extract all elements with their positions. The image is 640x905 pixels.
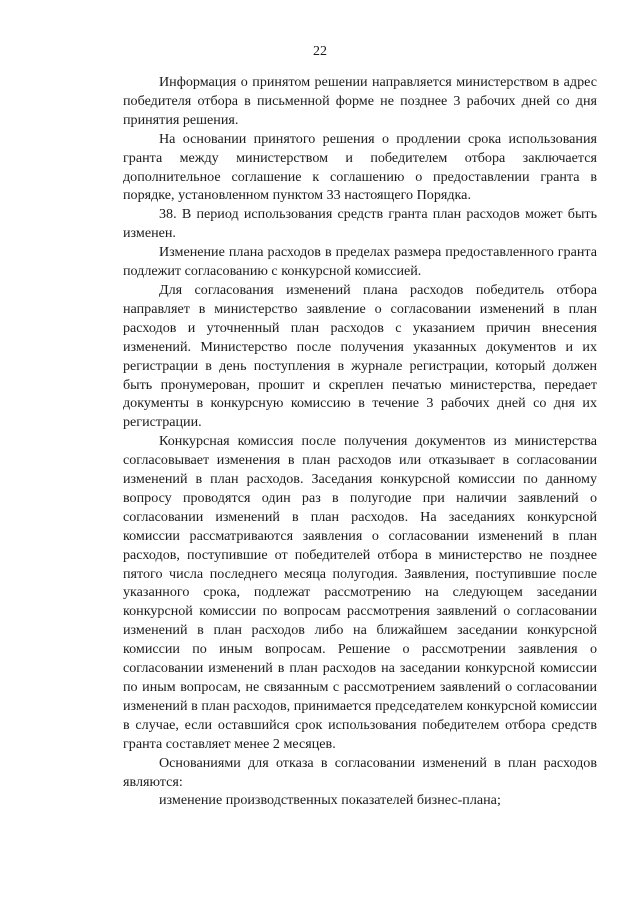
paragraph-list-item: изменение производственных показателей бизнес-плана;	[159, 792, 501, 809]
paragraph-item-38: 38. В период использования средств гранта план расходов может быть изменен.	[123, 206, 597, 242]
page-number: 22	[313, 44, 327, 59]
document-body	[123, 73, 597, 810]
paragraph-plan-change: Изменение плана расходов в пределах размера предоставленного гранта подлежит согласованию с конкурсной комиссией.	[123, 244, 597, 280]
paragraph-approval-procedure: Для согласования изменений плана расходов победитель отбора направляет в министерство заявление о согласовании изменений в план расходов и уточненный план расходов с указанием причин внесения изменений. Министерство после получения указанных документов и их регистрации в день поступления в журнале регистрации, который должен быть пронумерован, прошит и скреплен печатью министерства, передает документы в конкурсную комиссию в течение 3 рабочих дней со дня их регистрации.	[123, 281, 597, 431]
paragraph-commission-review: Конкурсная комиссия после получения документов из министерства согласовывает изменения в план расходов или отказывает в согласовании изменений в план расходов. Заседания конкурсной комиссии по данному вопросу проводятся один раз в полугодие при наличии заявлений о согласовании изменений в план расходов. На заседаниях конкурсной комиссии рассматриваются заявления о согласовании изменений в план расходов, поступившие от победителей отбора в министерство не позднее пятого числа последнего месяца полугодия. Заявления, поступившие после указанного срока, подлежат рассмотрению на следующем заседании конкурсной комиссии по вопросам рассмотрения заявлений о согласовании изменений в план расходов либо на ближайшем заседании конкурсной комиссии по иным вопросам. Решение о рассмотрении заявления о согласовании изменений в план расходов на заседании конкурсной комиссии по иным вопросам, не связанным с рассмотрением заявлений о согласовании изменений в план расходов, принимается председателем конкурсной комиссии в случае, если оставшийся срок использования победителем отбора средств гранта составляет менее 2 месяцев.	[123, 433, 597, 752]
paragraph-refusal-grounds: Основаниями для отказа в согласовании изменений в план расходов являются:	[123, 754, 597, 790]
paragraph-grant-extension: На основании принятого решения о продлении срока использования гранта между министерством и победителем отбора заключается дополнительное соглашение к соглашению о предоставлении гранта в порядке, установленном пунктом 33 настоящего Порядка.	[123, 130, 597, 204]
paragraph-decision-notice: Информация о принятом решении направляется министерством в адрес победителя отбора в письменной форме не позднее 3 рабочих дней со дня принятия решения.	[123, 74, 597, 128]
